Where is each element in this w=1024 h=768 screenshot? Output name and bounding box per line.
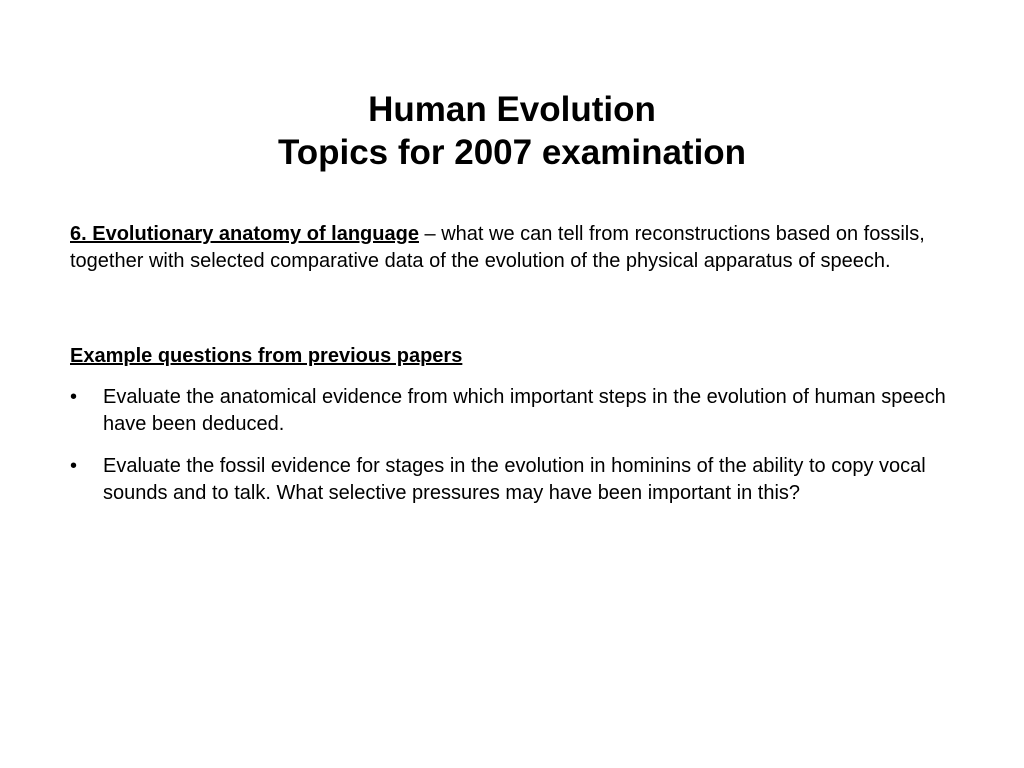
- list-item: [70, 384, 950, 438]
- question-text: Evaluate the anatomical evidence from which important steps in the evolution of human speech have been deduced.: [103, 386, 946, 435]
- topic-heading: 6. Evolutionary anatomy of language: [70, 223, 419, 245]
- title-line-1: Human Evolution: [368, 90, 656, 129]
- bullet-icon: •: [70, 386, 78, 408]
- slide-title: [0, 88, 1024, 174]
- topic-paragraph: [70, 221, 950, 275]
- examples-heading: Example questions from previous papers: [70, 345, 463, 367]
- list-item: [70, 453, 950, 507]
- title-line-2: Topics for 2007 examination: [277, 133, 747, 172]
- bullet-icon: •: [70, 455, 78, 477]
- question-text: Evaluate the fossil evidence for stages in the evolution in hominins of the ability to copy vocal sounds and to talk. What selective pressures may have been important in this?: [103, 455, 926, 504]
- example-questions-list: [70, 384, 950, 522]
- topic-description: – what we can tell from reconstructions based on fossils, together with selected comparative data of the evolution of the physical apparatus of speech.: [70, 223, 925, 272]
